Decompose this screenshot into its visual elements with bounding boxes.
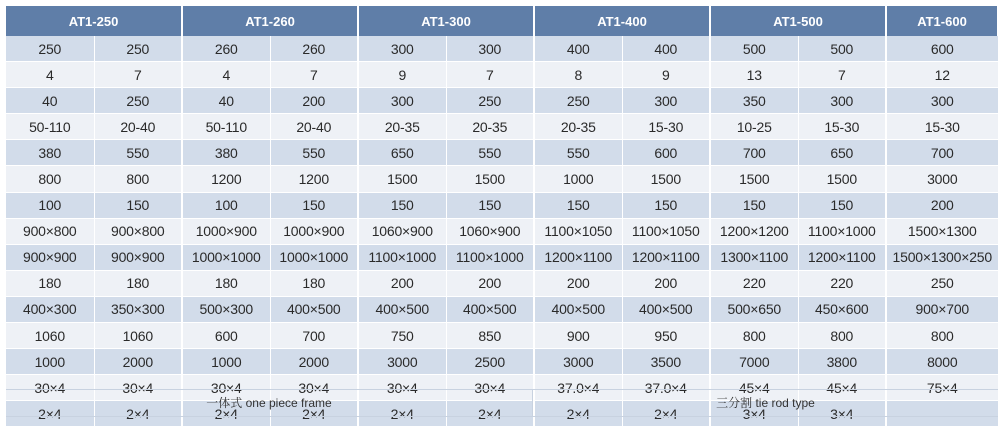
table-cell: 4 bbox=[6, 62, 94, 88]
table-cell: 400×500 bbox=[534, 296, 622, 322]
table-cell: 450×600 bbox=[798, 296, 886, 322]
table-cell: 40 bbox=[182, 88, 270, 114]
spec-table-body bbox=[6, 36, 998, 427]
table-cell: 20-40 bbox=[94, 114, 182, 140]
table-cell: 30×4 bbox=[270, 375, 358, 401]
table-cell: 200 bbox=[622, 270, 710, 296]
table-cell: 3500 bbox=[622, 349, 710, 375]
table-cell: 850 bbox=[446, 323, 534, 349]
table-cell: 1000×900 bbox=[182, 218, 270, 244]
table-cell: 20-35 bbox=[446, 114, 534, 140]
model-header-at1-400: AT1-400 bbox=[534, 6, 710, 36]
table-cell: 3×4 bbox=[710, 401, 798, 427]
table-cell: 400×300 bbox=[6, 296, 94, 322]
table-cell: 1200×1100 bbox=[798, 244, 886, 270]
table-cell: 950 bbox=[622, 323, 710, 349]
table-cell: 2000 bbox=[270, 349, 358, 375]
table-cell: 7000 bbox=[710, 349, 798, 375]
table-cell: 1500×1300 bbox=[886, 218, 998, 244]
table-cell: 3000 bbox=[534, 349, 622, 375]
table-cell: 4 bbox=[182, 62, 270, 88]
table-cell: 150 bbox=[710, 192, 798, 218]
table-cell: 180 bbox=[6, 270, 94, 296]
model-header-at1-600: AT1-600 bbox=[886, 6, 998, 36]
table-cell: 300 bbox=[622, 88, 710, 114]
table-cell: 800 bbox=[6, 166, 94, 192]
table-cell: 37.0×4 bbox=[534, 375, 622, 401]
table-cell: 1500 bbox=[798, 166, 886, 192]
table-cell: 9 bbox=[622, 62, 710, 88]
table-cell: 800 bbox=[94, 166, 182, 192]
table-cell: 180 bbox=[270, 270, 358, 296]
table-cell: 1100×1000 bbox=[446, 244, 534, 270]
table-cell: 30×4 bbox=[446, 375, 534, 401]
table-row bbox=[6, 166, 998, 192]
table-cell: 1060×900 bbox=[358, 218, 446, 244]
table-cell: 7 bbox=[798, 62, 886, 88]
table-cell: 150 bbox=[270, 192, 358, 218]
table-row bbox=[6, 218, 998, 244]
table-cell: 500 bbox=[710, 36, 798, 62]
table-cell: 550 bbox=[270, 140, 358, 166]
table-cell: 2×4 bbox=[534, 401, 622, 427]
table-cell: 550 bbox=[534, 140, 622, 166]
table-cell: 600 bbox=[886, 36, 998, 62]
model-header-at1-300: AT1-300 bbox=[358, 6, 534, 36]
table-cell: 200 bbox=[886, 192, 998, 218]
table-cell: 100 bbox=[182, 192, 270, 218]
table-cell: 20-35 bbox=[358, 114, 446, 140]
table-cell: 300 bbox=[358, 36, 446, 62]
table-cell: 700 bbox=[886, 140, 998, 166]
table-row bbox=[6, 349, 998, 375]
table-cell: 3000 bbox=[886, 166, 998, 192]
table-cell: 250 bbox=[886, 270, 998, 296]
table-cell: 180 bbox=[182, 270, 270, 296]
table-cell: 650 bbox=[798, 140, 886, 166]
table-cell: 37.0×4 bbox=[622, 375, 710, 401]
table-row bbox=[6, 140, 998, 166]
table-cell: 200 bbox=[358, 270, 446, 296]
table-cell: 800 bbox=[886, 323, 998, 349]
table-cell: 550 bbox=[446, 140, 534, 166]
table-cell: 7 bbox=[446, 62, 534, 88]
table-cell: 600 bbox=[622, 140, 710, 166]
table-row bbox=[6, 192, 998, 218]
table-cell: 700 bbox=[710, 140, 798, 166]
table-cell: 3×4 bbox=[798, 401, 886, 427]
table-cell: 2500 bbox=[446, 349, 534, 375]
table-cell: 1100×1050 bbox=[622, 218, 710, 244]
table-cell: 750 bbox=[358, 323, 446, 349]
table-cell: 45×4 bbox=[798, 375, 886, 401]
table-cell: 300 bbox=[886, 88, 998, 114]
frame-type-footer bbox=[6, 389, 998, 417]
table-cell: 150 bbox=[358, 192, 446, 218]
table-cell: 10-25 bbox=[710, 114, 798, 140]
table-cell: 650 bbox=[358, 140, 446, 166]
table-cell: 250 bbox=[534, 88, 622, 114]
spec-table bbox=[6, 6, 999, 427]
table-cell: 1100×1000 bbox=[358, 244, 446, 270]
table-cell: 150 bbox=[94, 192, 182, 218]
table-row bbox=[6, 62, 998, 88]
table-cell: 220 bbox=[798, 270, 886, 296]
table-cell: 8 bbox=[534, 62, 622, 88]
table-cell: 2×4 bbox=[446, 401, 534, 427]
table-cell: 700 bbox=[270, 323, 358, 349]
table-cell: 45×4 bbox=[710, 375, 798, 401]
model-header-row bbox=[6, 6, 998, 36]
table-cell: 600 bbox=[182, 323, 270, 349]
table-row bbox=[6, 88, 998, 114]
table-cell: 400×500 bbox=[270, 296, 358, 322]
table-cell: 260 bbox=[270, 36, 358, 62]
table-cell: 1100×1050 bbox=[534, 218, 622, 244]
table-cell: 1000×1000 bbox=[182, 244, 270, 270]
table-cell: 1200 bbox=[270, 166, 358, 192]
table-cell: 30×4 bbox=[94, 375, 182, 401]
table-cell: 220 bbox=[710, 270, 798, 296]
table-cell: 250 bbox=[94, 88, 182, 114]
table-cell: 150 bbox=[534, 192, 622, 218]
table-cell: 2×4 bbox=[182, 401, 270, 427]
table-cell: 1060 bbox=[94, 323, 182, 349]
table-cell: 400 bbox=[534, 36, 622, 62]
table-cell: 1200×1200 bbox=[710, 218, 798, 244]
table-cell: 900×700 bbox=[886, 296, 998, 322]
table-cell: 500×650 bbox=[710, 296, 798, 322]
table-cell: 1000 bbox=[182, 349, 270, 375]
table-cell: 1200×1100 bbox=[622, 244, 710, 270]
table-cell: 150 bbox=[446, 192, 534, 218]
table-row bbox=[6, 36, 998, 62]
table-cell: 400×500 bbox=[358, 296, 446, 322]
table-cell: 15-30 bbox=[798, 114, 886, 140]
table-cell: 900×900 bbox=[94, 244, 182, 270]
table-cell: 200 bbox=[446, 270, 534, 296]
table-cell: 500×300 bbox=[182, 296, 270, 322]
table-cell: 1500 bbox=[710, 166, 798, 192]
table-cell: 150 bbox=[798, 192, 886, 218]
table-cell: 900×800 bbox=[6, 218, 94, 244]
table-cell: 20-35 bbox=[534, 114, 622, 140]
table-cell: 260 bbox=[182, 36, 270, 62]
table-cell: 400 bbox=[622, 36, 710, 62]
table-cell: 200 bbox=[534, 270, 622, 296]
table-cell: 250 bbox=[6, 36, 94, 62]
table-cell: 40 bbox=[6, 88, 94, 114]
table-cell: 9 bbox=[358, 62, 446, 88]
table-cell: 250 bbox=[446, 88, 534, 114]
table-cell: 380 bbox=[182, 140, 270, 166]
table-cell: 1200×1100 bbox=[534, 244, 622, 270]
table-cell: 550 bbox=[94, 140, 182, 166]
table-cell: 900 bbox=[534, 323, 622, 349]
table-cell: 30×4 bbox=[182, 375, 270, 401]
table-cell: 1500 bbox=[622, 166, 710, 192]
table-cell: 200 bbox=[270, 88, 358, 114]
table-cell: 20-40 bbox=[270, 114, 358, 140]
table-cell: 2×4 bbox=[6, 401, 94, 427]
table-cell: 15-30 bbox=[886, 114, 998, 140]
table-row bbox=[6, 244, 998, 270]
table-cell: 1300×1100 bbox=[710, 244, 798, 270]
table-cell: 800 bbox=[710, 323, 798, 349]
model-header-at1-250: AT1-250 bbox=[6, 6, 182, 36]
table-cell: 800 bbox=[798, 323, 886, 349]
table-cell: 900×800 bbox=[94, 218, 182, 244]
table-cell: 2×4 bbox=[94, 401, 182, 427]
table-cell: 1500 bbox=[446, 166, 534, 192]
table-cell: 2×4 bbox=[358, 401, 446, 427]
table-cell: 1100×1000 bbox=[798, 218, 886, 244]
table-cell: 2×4 bbox=[270, 401, 358, 427]
table-cell: 1200 bbox=[182, 166, 270, 192]
table-cell: 400×500 bbox=[446, 296, 534, 322]
table-cell: 7 bbox=[270, 62, 358, 88]
table-cell: 180 bbox=[94, 270, 182, 296]
table-cell: 150 bbox=[622, 192, 710, 218]
table-cell: 350×300 bbox=[94, 296, 182, 322]
table-cell: 30×4 bbox=[6, 375, 94, 401]
table-cell: 2×4 bbox=[622, 401, 710, 427]
table-cell: 1000×1000 bbox=[270, 244, 358, 270]
table-cell: 250 bbox=[94, 36, 182, 62]
table-cell: 1060 bbox=[6, 323, 94, 349]
table-row bbox=[6, 114, 998, 140]
table-row bbox=[6, 270, 998, 296]
model-header-at1-500: AT1-500 bbox=[710, 6, 886, 36]
table-row bbox=[6, 323, 998, 349]
model-header-at1-260: AT1-260 bbox=[182, 6, 358, 36]
table-cell: 300 bbox=[358, 88, 446, 114]
table-cell: 75×4 bbox=[886, 375, 998, 401]
table-cell: 2000 bbox=[94, 349, 182, 375]
table-cell: 400×500 bbox=[622, 296, 710, 322]
table-row bbox=[6, 296, 998, 322]
table-cell: 900×900 bbox=[6, 244, 94, 270]
table-cell: 500 bbox=[798, 36, 886, 62]
table-cell: 1000×900 bbox=[270, 218, 358, 244]
table-cell: 1000 bbox=[534, 166, 622, 192]
tie-rod-type-label: 三分割 tie rod type bbox=[716, 396, 815, 410]
table-cell: 8000 bbox=[886, 349, 998, 375]
table-cell: 1500×1300×250 bbox=[886, 244, 998, 270]
table-cell: 1000 bbox=[6, 349, 94, 375]
table-cell: 30×4 bbox=[358, 375, 446, 401]
table-cell: 380 bbox=[6, 140, 94, 166]
table-cell: 13 bbox=[710, 62, 798, 88]
table-cell: 12 bbox=[886, 62, 998, 88]
table-cell: 300 bbox=[446, 36, 534, 62]
table-cell: 3000 bbox=[358, 349, 446, 375]
table-cell: 1060×900 bbox=[446, 218, 534, 244]
one-piece-frame-label: 一体式 one piece frame bbox=[6, 390, 533, 416]
table-cell: 300 bbox=[798, 88, 886, 114]
table-cell: 50-110 bbox=[182, 114, 270, 140]
table-cell: 350 bbox=[710, 88, 798, 114]
table-cell: 50-110 bbox=[6, 114, 94, 140]
table-cell: 3800 bbox=[798, 349, 886, 375]
table-cell: 7 bbox=[94, 62, 182, 88]
table-cell: 1500 bbox=[358, 166, 446, 192]
table-cell: 100 bbox=[6, 192, 94, 218]
table-cell: 15-30 bbox=[622, 114, 710, 140]
